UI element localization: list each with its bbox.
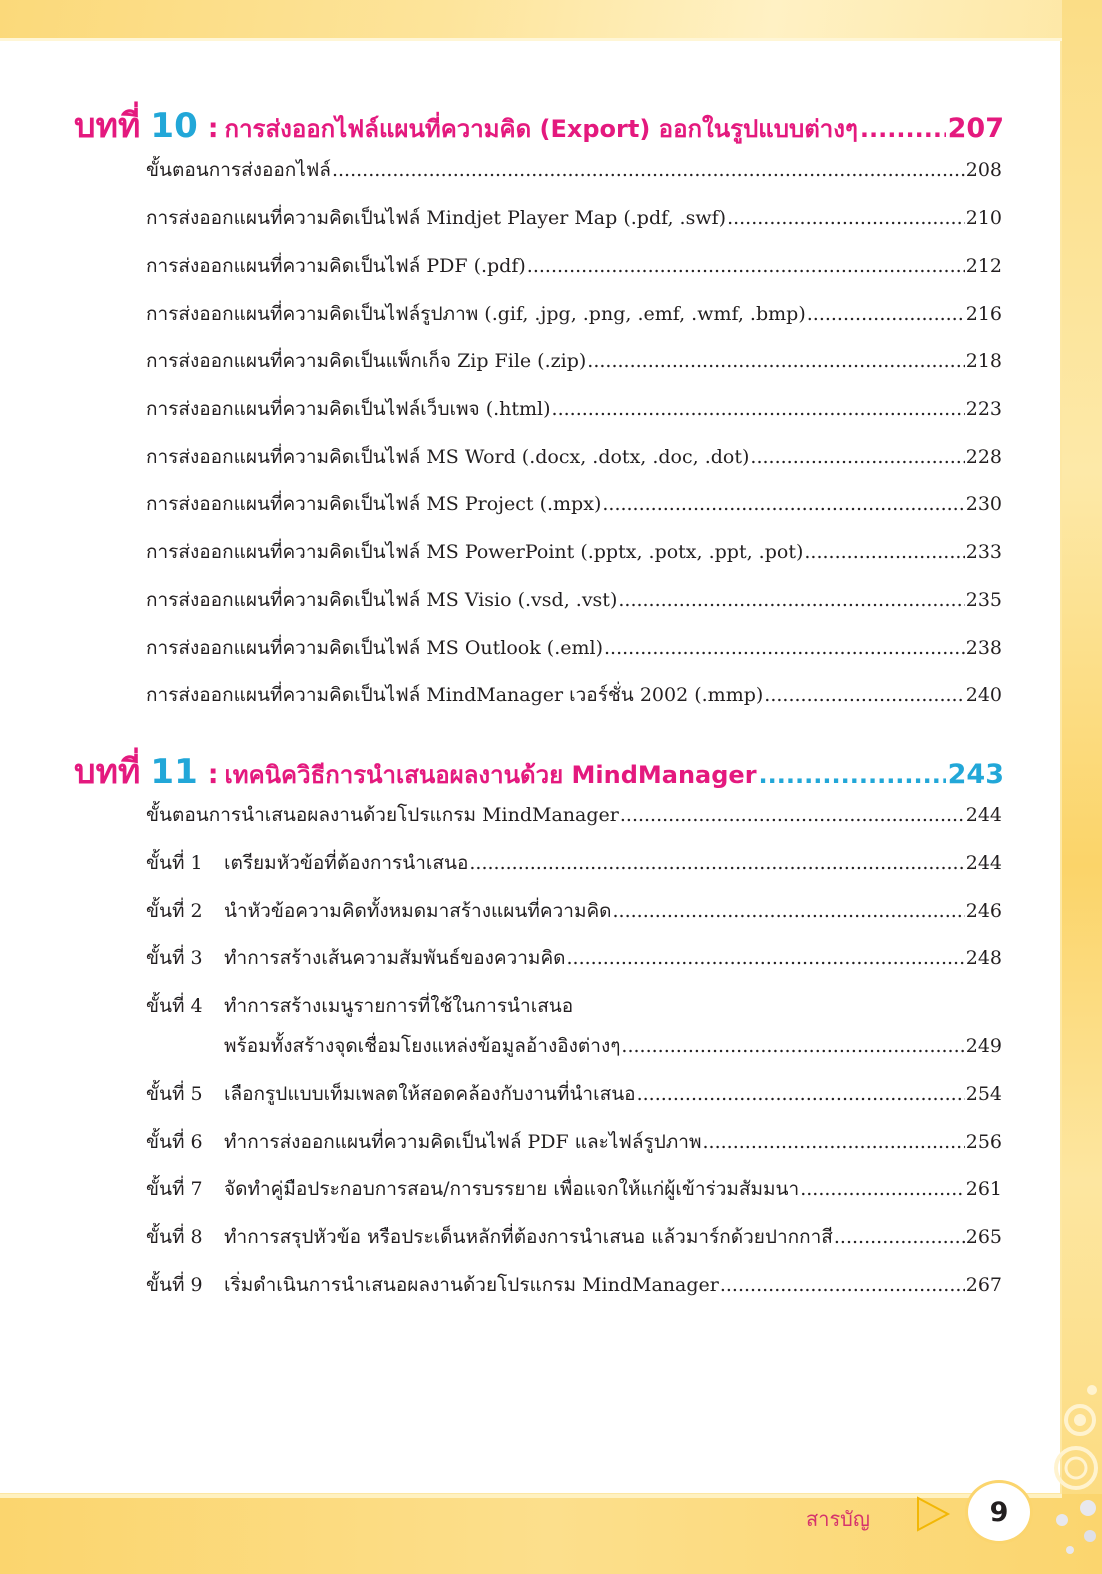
entry-text: นำหัวข้อความคิดทั้งหมดมาสร้างแผนที่ความคิด (224, 900, 612, 922)
entry-page: 235 (965, 589, 1002, 611)
chapter-title: เทคนิควิธีการนำเสนอผลงานด้วย MindManager (224, 761, 757, 789)
chapter-separator: : (207, 759, 219, 790)
toc-step (146, 1174, 1002, 1204)
dot-leader (807, 303, 965, 325)
dot-leader (764, 684, 964, 706)
chapter-prefix: บทที่ (74, 752, 141, 792)
step-label: ขั้นที่ 9 (146, 1274, 203, 1296)
entry-page: 238 (965, 637, 1002, 659)
entry-text: เตรียมหัวข้อที่ต้องการนำเสนอ (224, 852, 469, 874)
decorative-circles-icon (1040, 1380, 1102, 1574)
dot-leader (800, 1178, 965, 1200)
step-label: ขั้นที่ 3 (146, 947, 203, 969)
entry-page: 254 (965, 1083, 1002, 1105)
entry-page: 256 (965, 1131, 1002, 1153)
dot-leader (621, 1035, 964, 1057)
chapter-10-heading (74, 98, 1004, 152)
toc-entry (146, 680, 1002, 710)
step-label: ขั้นที่ 4 (146, 995, 203, 1017)
step-label: ขั้นที่ 7 (146, 1178, 203, 1200)
dot-leader (469, 852, 964, 874)
entry-page: 212 (965, 255, 1002, 277)
dot-leader (527, 255, 965, 277)
dot-leader (834, 1226, 965, 1248)
entry-page: 267 (965, 1274, 1002, 1296)
dot-leader (750, 446, 964, 468)
chapter-page: 207 (947, 113, 1004, 144)
toc-entry (146, 585, 1002, 615)
entry-text: ขั้นตอนการนำเสนอผลงานด้วยโปรแกรม MindManager (146, 804, 619, 826)
entry-page: 223 (965, 398, 1002, 420)
entry-page: 249 (965, 1035, 1002, 1057)
toc-entry (146, 489, 1002, 519)
toc-step (146, 991, 1002, 1021)
entry-page: 244 (965, 804, 1002, 826)
chapter-number: 10 (150, 106, 198, 146)
entry-page: 248 (965, 947, 1002, 969)
bottom-decor-line (0, 1494, 1062, 1498)
entry-page: 218 (965, 350, 1002, 372)
dot-leader (618, 589, 964, 611)
toc-step (146, 896, 1002, 926)
entry-page: 216 (965, 303, 1002, 325)
dot-leader (720, 1274, 965, 1296)
dot-leader (804, 541, 964, 563)
toc-entry (146, 251, 1002, 281)
toc-step (146, 848, 1002, 878)
toc-step (146, 1222, 1002, 1252)
chapter-number: 11 (150, 752, 198, 792)
entry-page: 265 (965, 1226, 1002, 1248)
toc-step (146, 1079, 1002, 1109)
footer-section-label: สารบัญ (806, 1507, 870, 1531)
step-label: ขั้นที่ 5 (146, 1083, 203, 1105)
entry-page: 210 (965, 207, 1002, 229)
entry-text: เลือกรูปแบบเท็มเพลตให้สอดคล้องกับงานที่นำเสนอ (224, 1083, 636, 1105)
toc-entry (146, 800, 1002, 830)
entry-text: การส่งออกแผนที่ความคิดเป็นไฟล์เว็บเพจ (.html) (146, 398, 551, 420)
dot-leader (604, 637, 965, 659)
entry-text: การส่งออกแผนที่ความคิดเป็นไฟล์ MS Outlook (.eml) (146, 637, 603, 659)
toc-entry (146, 442, 1002, 472)
dot-leader (552, 398, 965, 420)
entry-text: การส่งออกแผนที่ความคิดเป็นไฟล์ MS PowerPoint (.pptx, .potx, .ppt, .pot) (146, 541, 804, 563)
entry-page: 228 (965, 446, 1002, 468)
dot-leader (613, 900, 965, 922)
entry-page: 244 (965, 852, 1002, 874)
toc-entry (146, 203, 1002, 233)
entry-text: เริ่มดำเนินการนำเสนอผลงานด้วยโปรแกรม MindManager (224, 1274, 719, 1296)
entry-page: 230 (965, 493, 1002, 515)
entry-text: การส่งออกแผนที่ความคิดเป็นไฟล์ MS Visio (.vsd, .vst) (146, 589, 618, 611)
entry-text: การส่งออกแผนที่ความคิดเป็นแพ็กเก็จ Zip File (.zip) (146, 350, 587, 372)
entry-page: 240 (965, 684, 1002, 706)
entry-text: จัดทำคู่มือประกอบการสอน/การบรรยาย เพื่อแจกให้แก่ผู้เข้าร่วมสัมมนา (224, 1178, 800, 1200)
dot-leader (332, 159, 965, 181)
dot-leader (637, 1083, 965, 1105)
arrow-right-icon (914, 1494, 954, 1534)
entry-text: การส่งออกแผนที่ความคิดเป็นไฟล์ Mindjet Player Map (.pdf, .swf) (146, 207, 727, 229)
top-decor-band (0, 0, 1102, 40)
dot-leader (602, 493, 964, 515)
toc-step (146, 1270, 1002, 1300)
dot-leader (703, 1131, 965, 1153)
entry-page: 261 (965, 1178, 1002, 1200)
chapter-page: 243 (947, 759, 1004, 790)
step-label: ขั้นที่ 2 (146, 900, 203, 922)
toc-entry (146, 537, 1002, 567)
toc-step (146, 1127, 1002, 1157)
step-label: ขั้นที่ 8 (146, 1226, 203, 1248)
entry-text: ทำการสร้างเส้นความสัมพันธ์ของความคิด (224, 947, 566, 969)
entry-page: 233 (965, 541, 1002, 563)
entry-text: การส่งออกแผนที่ความคิดเป็นไฟล์ PDF (.pdf) (146, 255, 526, 277)
chapter-title: การส่งออกไฟล์แผนที่ความคิด (Export) ออกในรูปแบบต่างๆ (224, 115, 858, 143)
right-decor-band (1062, 0, 1102, 1574)
dot-leader (567, 947, 965, 969)
entry-text: พร้อมทั้งสร้างจุดเชื่อมโยงแหล่งข้อมูลอ้างอิงต่างๆ (224, 1035, 621, 1057)
dot-leader (759, 761, 946, 789)
entry-text: ขั้นตอนการส่งออกไฟล์ (146, 159, 331, 181)
entry-page: 208 (965, 159, 1002, 181)
entry-text: การส่งออกแผนที่ความคิดเป็นไฟล์ MS Project (.mpx) (146, 493, 602, 515)
step-label: ขั้นที่ 6 (146, 1131, 203, 1153)
dot-leader (620, 804, 965, 826)
entry-text: ทำการส่งออกแผนที่ความคิดเป็นไฟล์ PDF และไฟล์รูปภาพ (224, 1131, 702, 1153)
chapter-prefix: บทที่ (74, 106, 141, 146)
page-number-badge: 9 (968, 1483, 1030, 1541)
entry-text: การส่งออกแผนที่ความคิดเป็นไฟล์ MindManager เวอร์ชั่น 2002 (.mmp) (146, 684, 764, 706)
toc-entry (146, 633, 1002, 663)
dot-leader (860, 115, 946, 143)
toc-entry (146, 394, 1002, 424)
entry-text: ทำการสรุปหัวข้อ หรือประเด็นหลักที่ต้องการนำเสนอ แล้วมาร์กด้วยปากกาสี (224, 1226, 833, 1248)
entry-text: การส่งออกแผนที่ความคิดเป็นไฟล์รูปภาพ (.gif, .jpg, .png, .emf, .wmf, .bmp) (146, 303, 806, 325)
chapter-11-heading (74, 744, 1004, 798)
toc-step-continuation (224, 1031, 1002, 1061)
step-label: ขั้นที่ 1 (146, 852, 203, 874)
toc-step (146, 943, 1002, 973)
chapter-separator: : (207, 113, 219, 144)
entry-text: ทำการสร้างเมนูรายการที่ใช้ในการนำเสนอ (224, 995, 574, 1017)
toc-entry (146, 346, 1002, 376)
entry-text: การส่งออกแผนที่ความคิดเป็นไฟล์ MS Word (.docx, .dotx, .doc, .dot) (146, 446, 750, 468)
entry-page: 246 (965, 900, 1002, 922)
toc-entry (146, 299, 1002, 329)
dot-leader (587, 350, 964, 372)
toc-entry (146, 155, 1002, 185)
dot-leader (727, 207, 965, 229)
